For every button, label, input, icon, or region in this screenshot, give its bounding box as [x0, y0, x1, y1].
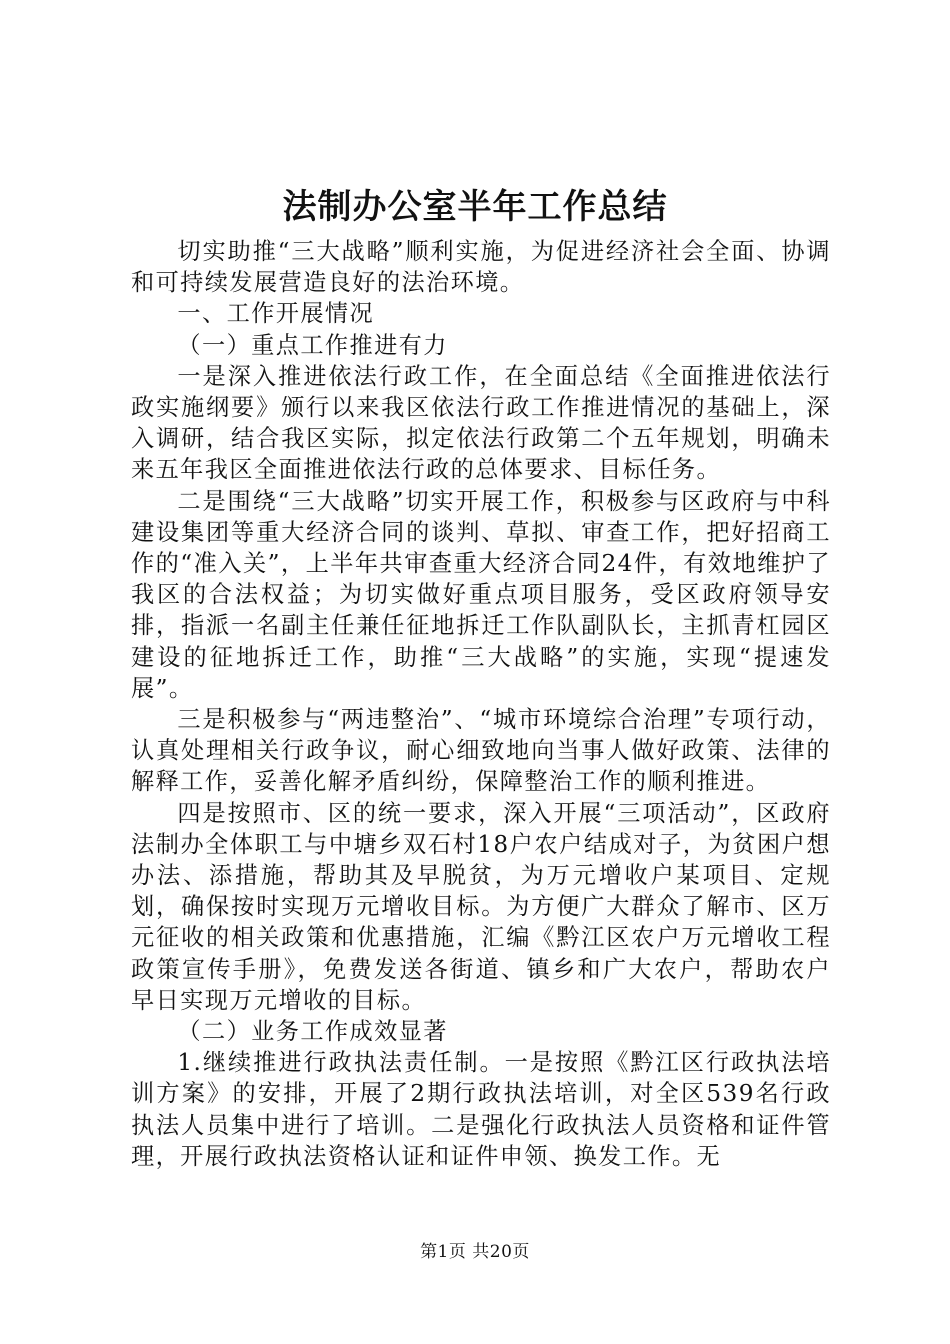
page-footer: 第1页 共20页 [420, 1242, 530, 1262]
document-body [131, 236, 831, 1172]
paragraph-item-1: 一是深入推进依法行政工作，在全面总结《全面推进依法行政实施纲要》颁行以来我区依法行政工作推进情况的基础上，深入调研，结合我区实际，拟定依法行政第二个五年规划，明确未来五年我区全面推进依法行政的总体要求、目标任务。 [131, 362, 831, 484]
paragraph-item-4: 四是按照市、区的统一要求，深入开展“三项活动”，区政府法制办全体职工与中塘乡双石村18户农户结成对子，为贫困户想办法、添措施，帮助其及早脱贫，为万元增收户某项目、定规划，确保按时实现万元增收目标。为方便广大群众了解市、区万元征收的相关政策和优惠措施，汇编《黔江区农户万元增收工程政策宣传手册》，免费发送各街道、镇乡和广大农户，帮助农户早日实现万元增收的目标。 [131, 799, 831, 1014]
document-title: 法制办公室半年工作总结 [282, 187, 668, 227]
section-heading-1: 一、工作开展情况 [177, 300, 375, 328]
paragraph-item-3: 三是积极参与“两违整治”、“城市环境综合治理”专项行动，认真处理相关行政争议，耐心细致地向当事人做好政策、法律的解释工作，妥善化解矛盾纠纷，保障整治工作的顺利推进。 [131, 706, 831, 796]
paragraph-item-2: 二是围绕“三大战略”切实开展工作，积极参与区政府与中科建设集团等重大经济合同的谈判、草拟、审查工作，把好招商工作的“准入关”，上半年共审查重大经济合同24件，有效地维护了我区的合法权益；为切实做好重点项目服务，受区政府领导安排，指派一名副主任兼任征地拆迁工作队副队长，主抓青杠园区建设的征地拆迁工作，助推“三大战略”的实施，实现“提速发展”。 [131, 487, 831, 702]
subsection-heading-1: （一）重点工作推进有力 [177, 331, 448, 359]
paragraph-intro: 切实助推“三大战略”顺利实施，为促进经济社会全面、协调和可持续发展营造良好的法治环境。 [131, 238, 831, 297]
subsection-heading-2: （二）业务工作成效显著 [177, 1018, 448, 1046]
paragraph-business-1: 1.继续推进行政执法责任制。一是按照《黔江区行政执法培训方案》的安排，开展了2期行政执法培训，对全区539名行政执法人员集中进行了培训。二是强化行政执法人员资格和证件管理，开展行政执法资格认证和证件申领、换发工作。无 [131, 1049, 831, 1170]
